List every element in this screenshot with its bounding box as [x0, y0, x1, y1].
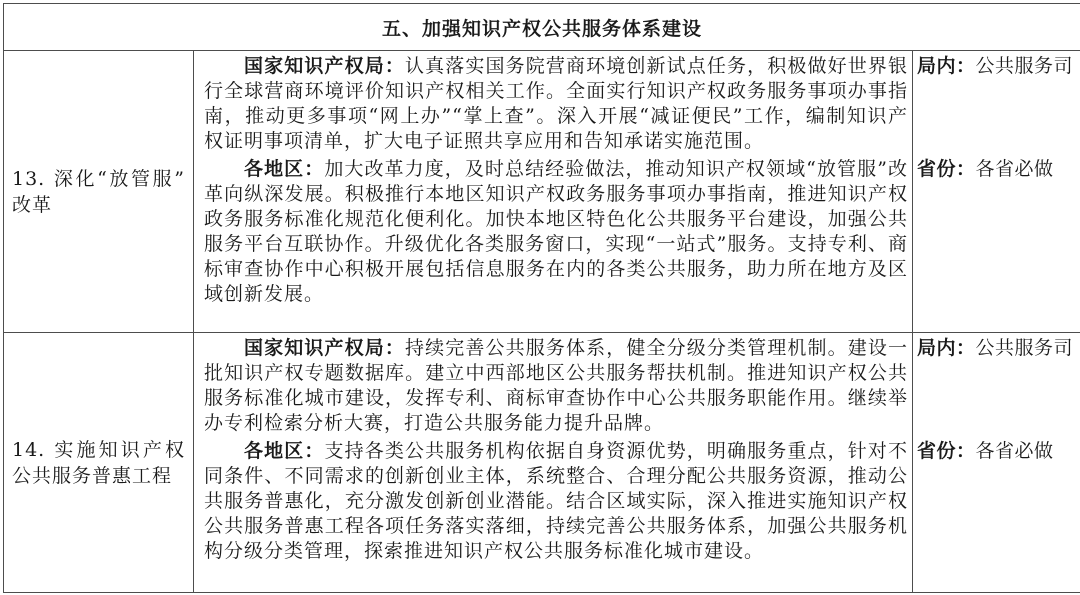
responsible-internal [913, 333, 1080, 436]
responsible-internal [913, 51, 1080, 154]
national-label: 国家知识产权局： [244, 337, 405, 359]
local-text: 加大改革力度，及时总结经验做法，推动知识产权领域“放管服”改革向纵深发展。积极推行本地区知识产权政务服务事项办事指南，推进知识产权政务服务标准化规范化便利化。加快本地区特色化公共服务平台建设，加强公共服务平台互联协作。升级优化各类服务窗口，实现“一站式”服务。支持专利、商标审查协作中心积极开展包括信息服务在内的各类公共服务，助力所在地方及区域创新发展。 [204, 158, 908, 305]
internal-value: 公共服务司 [975, 55, 1074, 77]
provinces-value: 各省必做 [975, 440, 1054, 462]
provinces-value: 各省必做 [975, 158, 1054, 180]
task-row [4, 51, 1080, 333]
task-title: 13. 深化“放管服”改革 [12, 167, 185, 216]
section-title: 五、加强知识产权公共服务体系建设 [4, 4, 1080, 51]
national-measure [194, 51, 913, 154]
local-measure [194, 154, 913, 332]
responsible-provinces [913, 436, 1080, 592]
provinces-label: 省份： [917, 440, 976, 462]
task-row [4, 333, 1080, 593]
national-text: 持续完善公共服务体系，健全分级分类管理机制。建设一批知识产权专题数据库。建立中西部地区公共服务帮扶机制。推进知识产权公共服务标准化城市建设，发挥专利、商标审查协作中心公共服务职能作用。继续举办专利检索分析大赛，打造公共服务能力提升品牌。 [204, 337, 908, 434]
local-label: 各地区： [244, 440, 325, 462]
national-measure [194, 333, 913, 436]
local-measure [194, 436, 913, 592]
national-text: 认真落实国务院营商环境创新试点任务，积极做好世界银行全球营商环境评价知识产权相关工作。全面实行知识产权政务服务事项办事指南，推动更多事项“网上办”“掌上查”。深入开展“减证便民”工作，编制知识产权证明事项清单，扩大电子证照共享应用和告知承诺实施范围。 [204, 55, 908, 152]
local-text: 支持各类公共服务机构依据自身资源优势，明确服务重点，针对不同条件、不同需求的创新创业主体，系统整合、合理分配公共服务资源，推动公共服务普惠化，充分激发创新创业潜能。结合区域实际，深入推进实施知识产权公共服务普惠工程各项任务落实落细，持续完善公共服务体系，加强公共服务机构分级分类管理，探索推进知识产权公共服务标准化城市建设。 [204, 440, 908, 562]
internal-label: 局内： [917, 337, 976, 359]
task-title-cell [4, 51, 194, 332]
task-title: 14. 实施知识产权公共服务普惠工程 [12, 438, 185, 487]
national-label: 国家知识产权局： [244, 55, 405, 77]
local-label: 各地区： [244, 158, 325, 180]
internal-value: 公共服务司 [975, 337, 1074, 359]
internal-label: 局内： [917, 55, 976, 77]
task-table [3, 3, 1080, 593]
task-title-cell [4, 333, 194, 592]
responsible-provinces [913, 154, 1080, 332]
provinces-label: 省份： [917, 158, 976, 180]
